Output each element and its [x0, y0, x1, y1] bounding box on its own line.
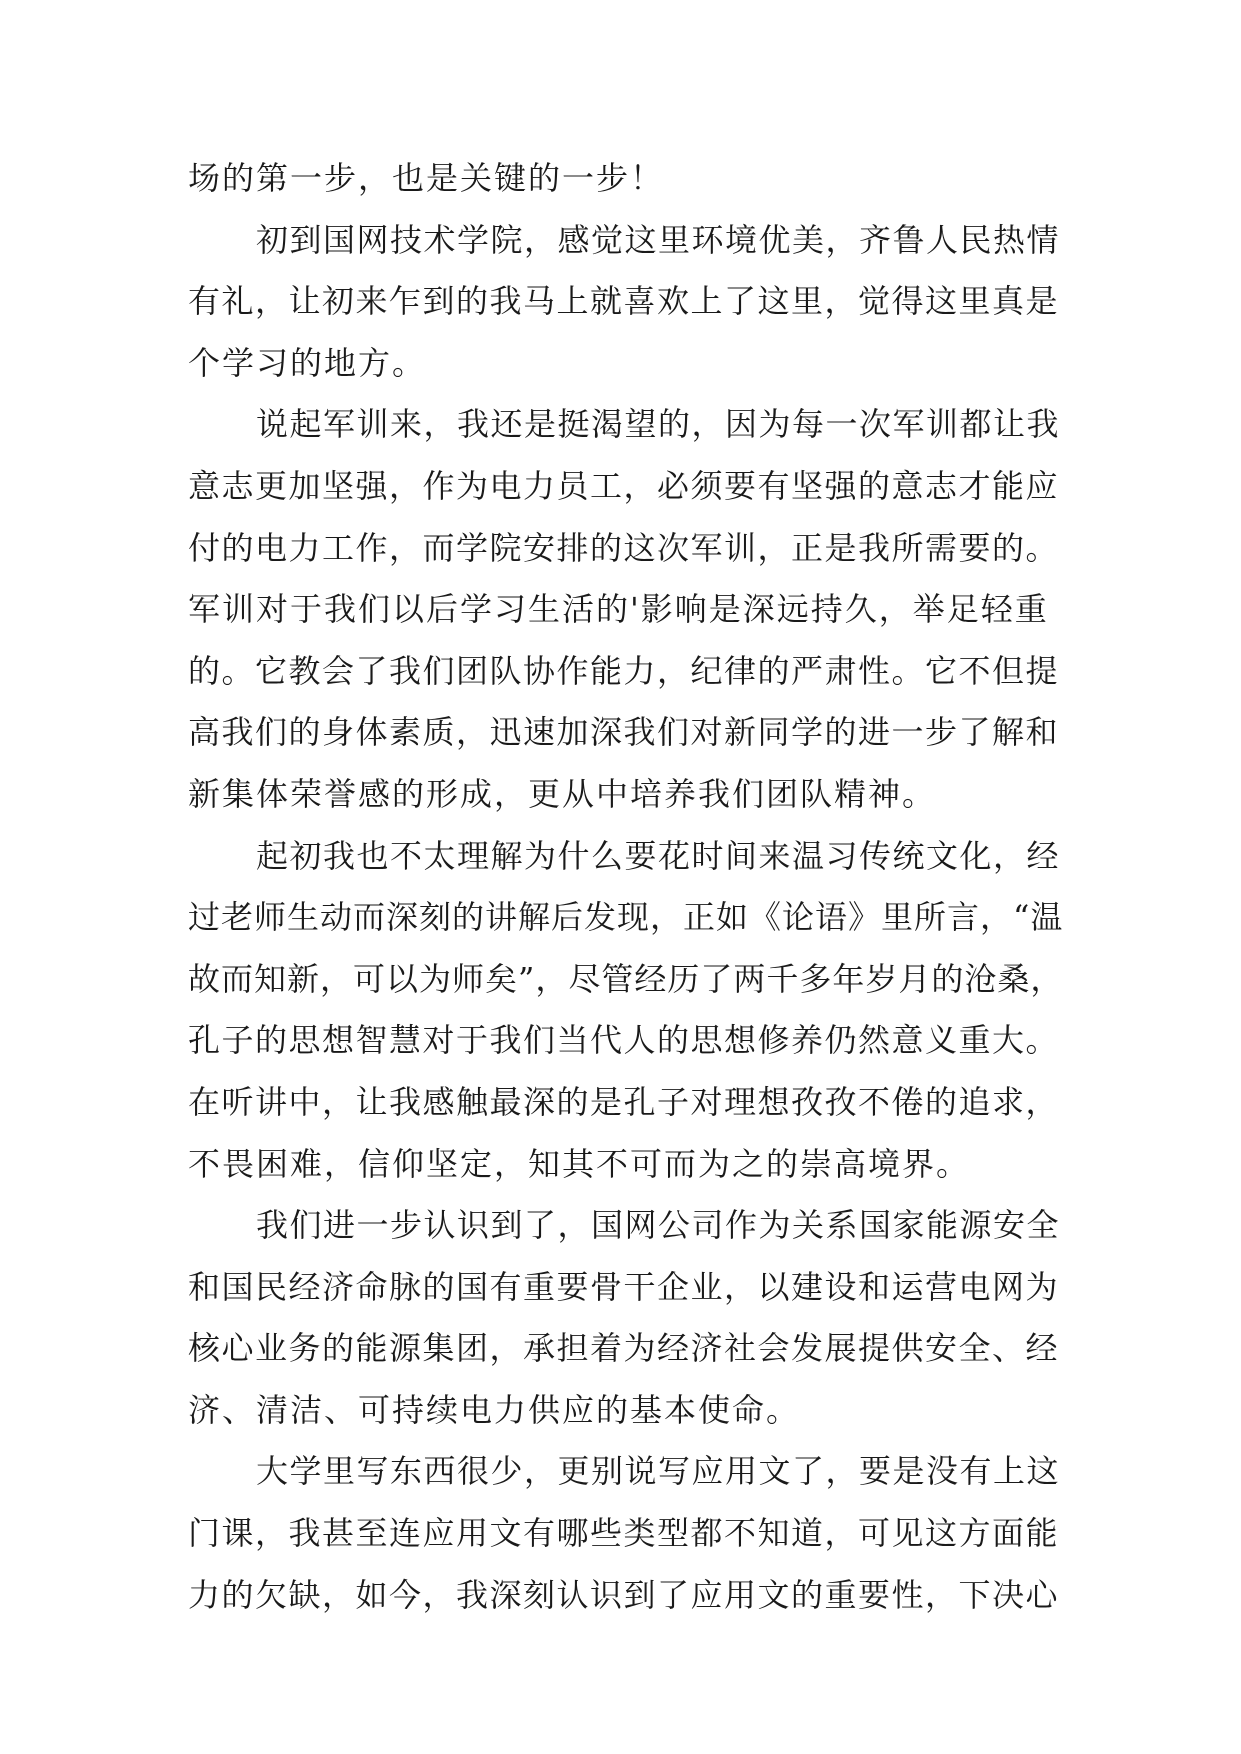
text-line: 在听讲中，让我感触最深的是孔子对理想孜孜不倦的追求，: [188, 1082, 1060, 1121]
text-line: 的。它教会了我们团队协作能力，纪律的严肃性。它不但提: [188, 651, 1060, 690]
text-line: 孔子的思想智慧对于我们当代人的思想修养仍然意义重大。: [188, 1021, 1060, 1060]
body-text: [188, 148, 1068, 1626]
text-line: 军训对于我们以后学习生活的'影响是深远持久，举足轻重: [188, 590, 1049, 629]
text-line: 力的欠缺，如今，我深刻认识到了应用文的重要性，下决心: [188, 1575, 1060, 1614]
text-line: 不畏困难，信仰坚定，知其不可而为之的崇高境界。: [188, 1144, 971, 1183]
text-line: 核心业务的能源集团，承担着为经济社会发展提供安全、经: [188, 1329, 1060, 1368]
text-line: 过老师生动而深刻的讲解后发现，正如《论语》里所言，“温: [188, 898, 1064, 937]
text-line: 有礼，让初来乍到的我马上就喜欢上了这里，觉得这里真是: [188, 282, 1060, 321]
text-line: 场的第一步，也是关键的一步！: [188, 159, 665, 197]
text-line: 说起军训来，我还是挺渴望的，因为每一次军训都让我: [256, 405, 1061, 444]
text-line: 和国民经济命脉的国有重要骨干企业，以建设和运营电网为: [188, 1267, 1060, 1306]
text-line: 付的电力工作，而学院安排的这次军训，正是我所需要的。: [188, 528, 1060, 567]
text-line: 高我们的身体素质，迅速加深我们对新同学的进一步了解和: [188, 713, 1060, 752]
text-line: 新集体荣誉感的形成，更从中培养我们团队精神。: [188, 774, 937, 813]
text-line: 济、清洁、可持续电力供应的基本使命。: [188, 1390, 801, 1429]
text-line: 意志更加坚强，作为电力员工，必须要有坚强的意志才能应: [188, 466, 1060, 505]
text-line: 故而知新，可以为师矣”，尽管经历了两千多年岁月的沧桑，: [188, 959, 1064, 998]
text-line: 大学里写东西很少，更别说写应用文了，要是没有上这: [256, 1452, 1061, 1491]
text-line: 起初我也不太理解为什么要花时间来温习传统文化，经: [256, 836, 1061, 875]
text-line: 我们进一步认识到了，国网公司作为关系国家能源安全: [256, 1206, 1061, 1245]
text-line: 个学习的地方。: [188, 343, 427, 382]
text-line: 门课，我甚至连应用文有哪些类型都不知道，可见这方面能: [188, 1514, 1060, 1553]
text-line: 初到国网技术学院，感觉这里环境优美，齐鲁人民热情: [256, 220, 1061, 259]
